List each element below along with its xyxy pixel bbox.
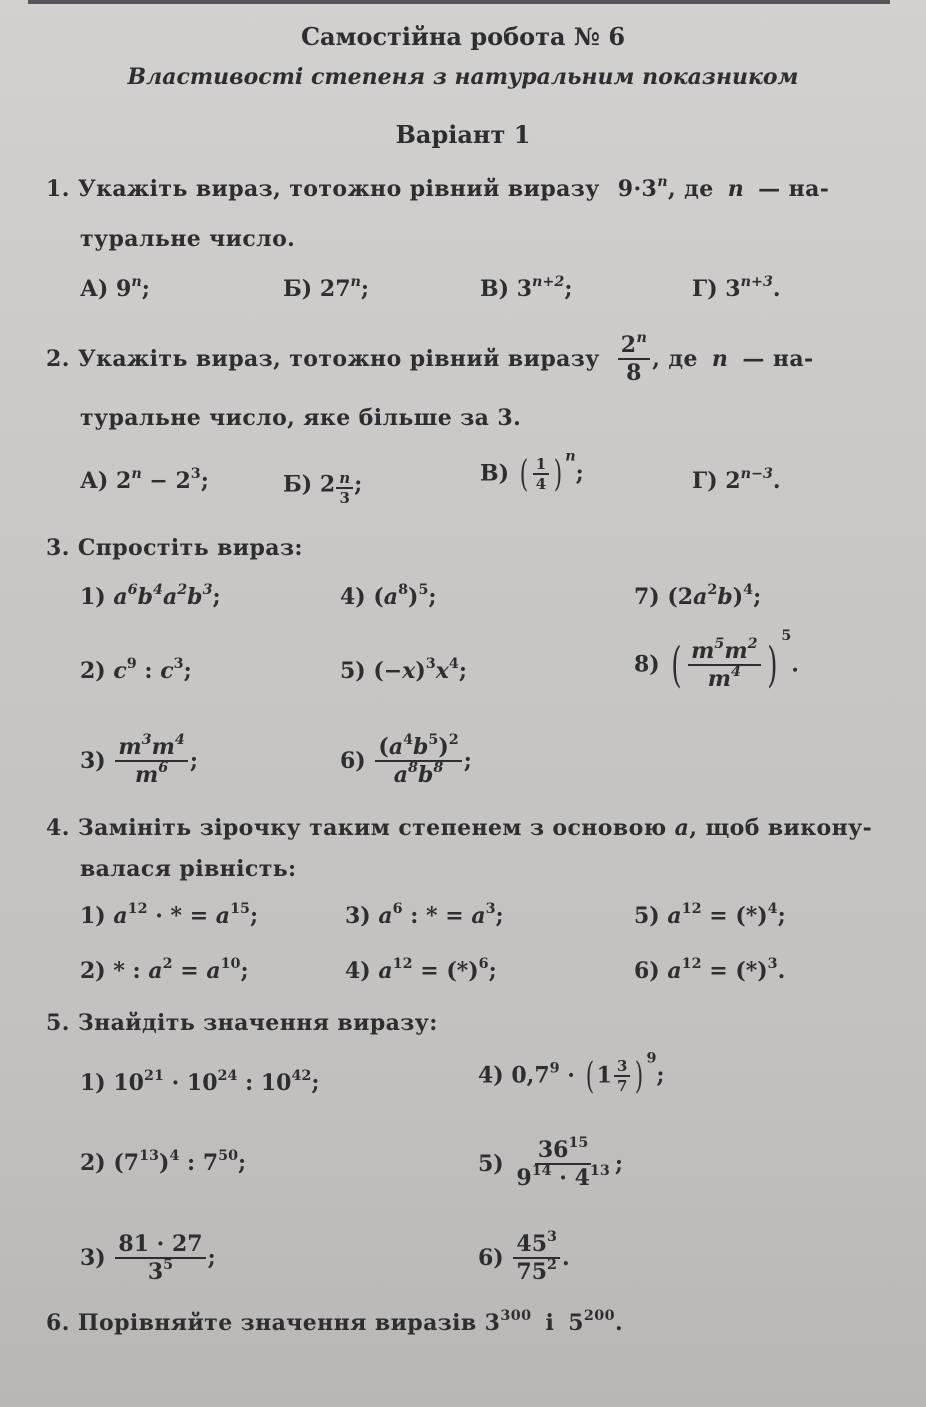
task2-option-c[interactable]: В) ( $\frac{1}{4}$ ) $^n$; [480,448,584,495]
task4-item-4: 4) $a^{12} = (*)^6$; [345,956,497,984]
task2-where: , де [652,345,698,372]
worksheet-subtitle: Властивості степеня з натуральним показником [127,64,799,90]
task4-item-2: 2) * : $a^2 = a^{10}$; [80,956,249,984]
task1-text-end: — на- [758,176,830,202]
task5-heading: 5. Знайдіть значення виразу: [46,1010,438,1036]
task1-number: 1. [46,176,70,202]
task2-option-d[interactable]: Г) $2^{n-3}$. [692,466,781,494]
task2-var: n [711,345,729,372]
task4-item-1: 1) $a^{12}$ · * = $a^{15}$; [80,901,259,929]
worksheet-title: Самостійна робота № 6 [300,22,626,51]
task6-statement: 6. Порівняйте значення виразів $3^{300}$ і $5^{200}$. [46,1308,624,1336]
task5-item-5: 5) $\frac{36^{15}}{9^{14} \cdot 4^{13}}$ ; [478,1135,623,1192]
task3-item-8: 8) ( $\frac{m^5m^2}{m^4}$ )$^5$. [634,628,799,693]
task3-item-6: 6) $\frac{(a^4b^5)^2}{a^8b^8}$ ; [340,732,472,789]
task5-item-3: 3) $\frac{81 \cdot 27}{3^5}$ ; [80,1231,216,1286]
task3-item-2: 2) $c^9$ : $c^3$; [80,656,192,684]
task5-item-1: 1) $10^{21} \cdot 10^{24}$ : $10^{42}$; [80,1068,320,1096]
task5-item-6: 6) $\frac{45^3}{75^2}$ . [478,1229,570,1286]
task3-item-1: 1) $a^6b^4a^2b^3$; [80,582,221,610]
task2-fraction: $\frac{2^n}{8}$ [618,333,651,387]
task3-heading: 3. Спростіть вираз: [46,535,303,561]
task1-line2: туральне число. [80,226,296,252]
task2-option-b[interactable]: Б) 2 $\frac{n}{3}$ ; [283,469,363,508]
top-rule [28,0,890,4]
task1-statement [46,176,829,202]
task1-var: n [727,176,745,202]
task3-item-3: 3) $\frac{m^3m^4}{m^6}$ ; [80,732,198,789]
task4-item-3: 3) $a^6$ : * = $a^3$; [345,901,504,929]
task1-option-d[interactable]: Г) $3^{n+3}$. [692,274,781,302]
variant-label: Варіант 1 [395,120,531,149]
task1-option-c[interactable]: В) $3^{n+2}$; [480,274,573,302]
task3-item-5: 5) $(-x)^3x^4$; [340,656,467,684]
task2-text: Укажіть вираз, тотожно рівний виразу [77,345,600,372]
task2-statement [46,330,814,387]
task1-option-a[interactable]: А) 9$^n$; [80,274,150,302]
task4-item-5: 5) $a^{12} = (*)^4$; [634,901,786,929]
task1-where: , де [668,176,714,202]
task3-item-4: 4) $(a^8)^5$; [340,582,437,610]
task1-option-b[interactable]: Б) 27$^n$; [283,274,370,302]
task2-number: 2. [46,345,70,372]
task2-text-end: — на- [742,345,814,372]
task4-statement: 4. Замініть зірочку таким степенем з основою a, щоб викону- [46,815,873,841]
task5-item-2: 2) $(7^{13})^4$ : $7^{50}$; [80,1148,247,1176]
task1-text: Укажіть вираз, тотожно рівний виразу [77,176,600,202]
task2-line2: туральне число, яке більше за 3. [80,405,522,431]
task3-item-7: 7) $(2a^2b)^4$; [634,582,762,610]
task2-option-a[interactable]: А) $2^n - 2^3$; [80,466,209,494]
task4-item-6: 6) $a^{12} = (*)^3$. [634,956,786,984]
task5-item-4: 4) $0,7^9$ · ( 1 $\frac{3}{7}$ ) $^9$; [478,1050,665,1097]
task4-line2: валася рівність: [80,856,297,882]
task1-expression: $9\cdot 3^n$ [617,174,669,202]
